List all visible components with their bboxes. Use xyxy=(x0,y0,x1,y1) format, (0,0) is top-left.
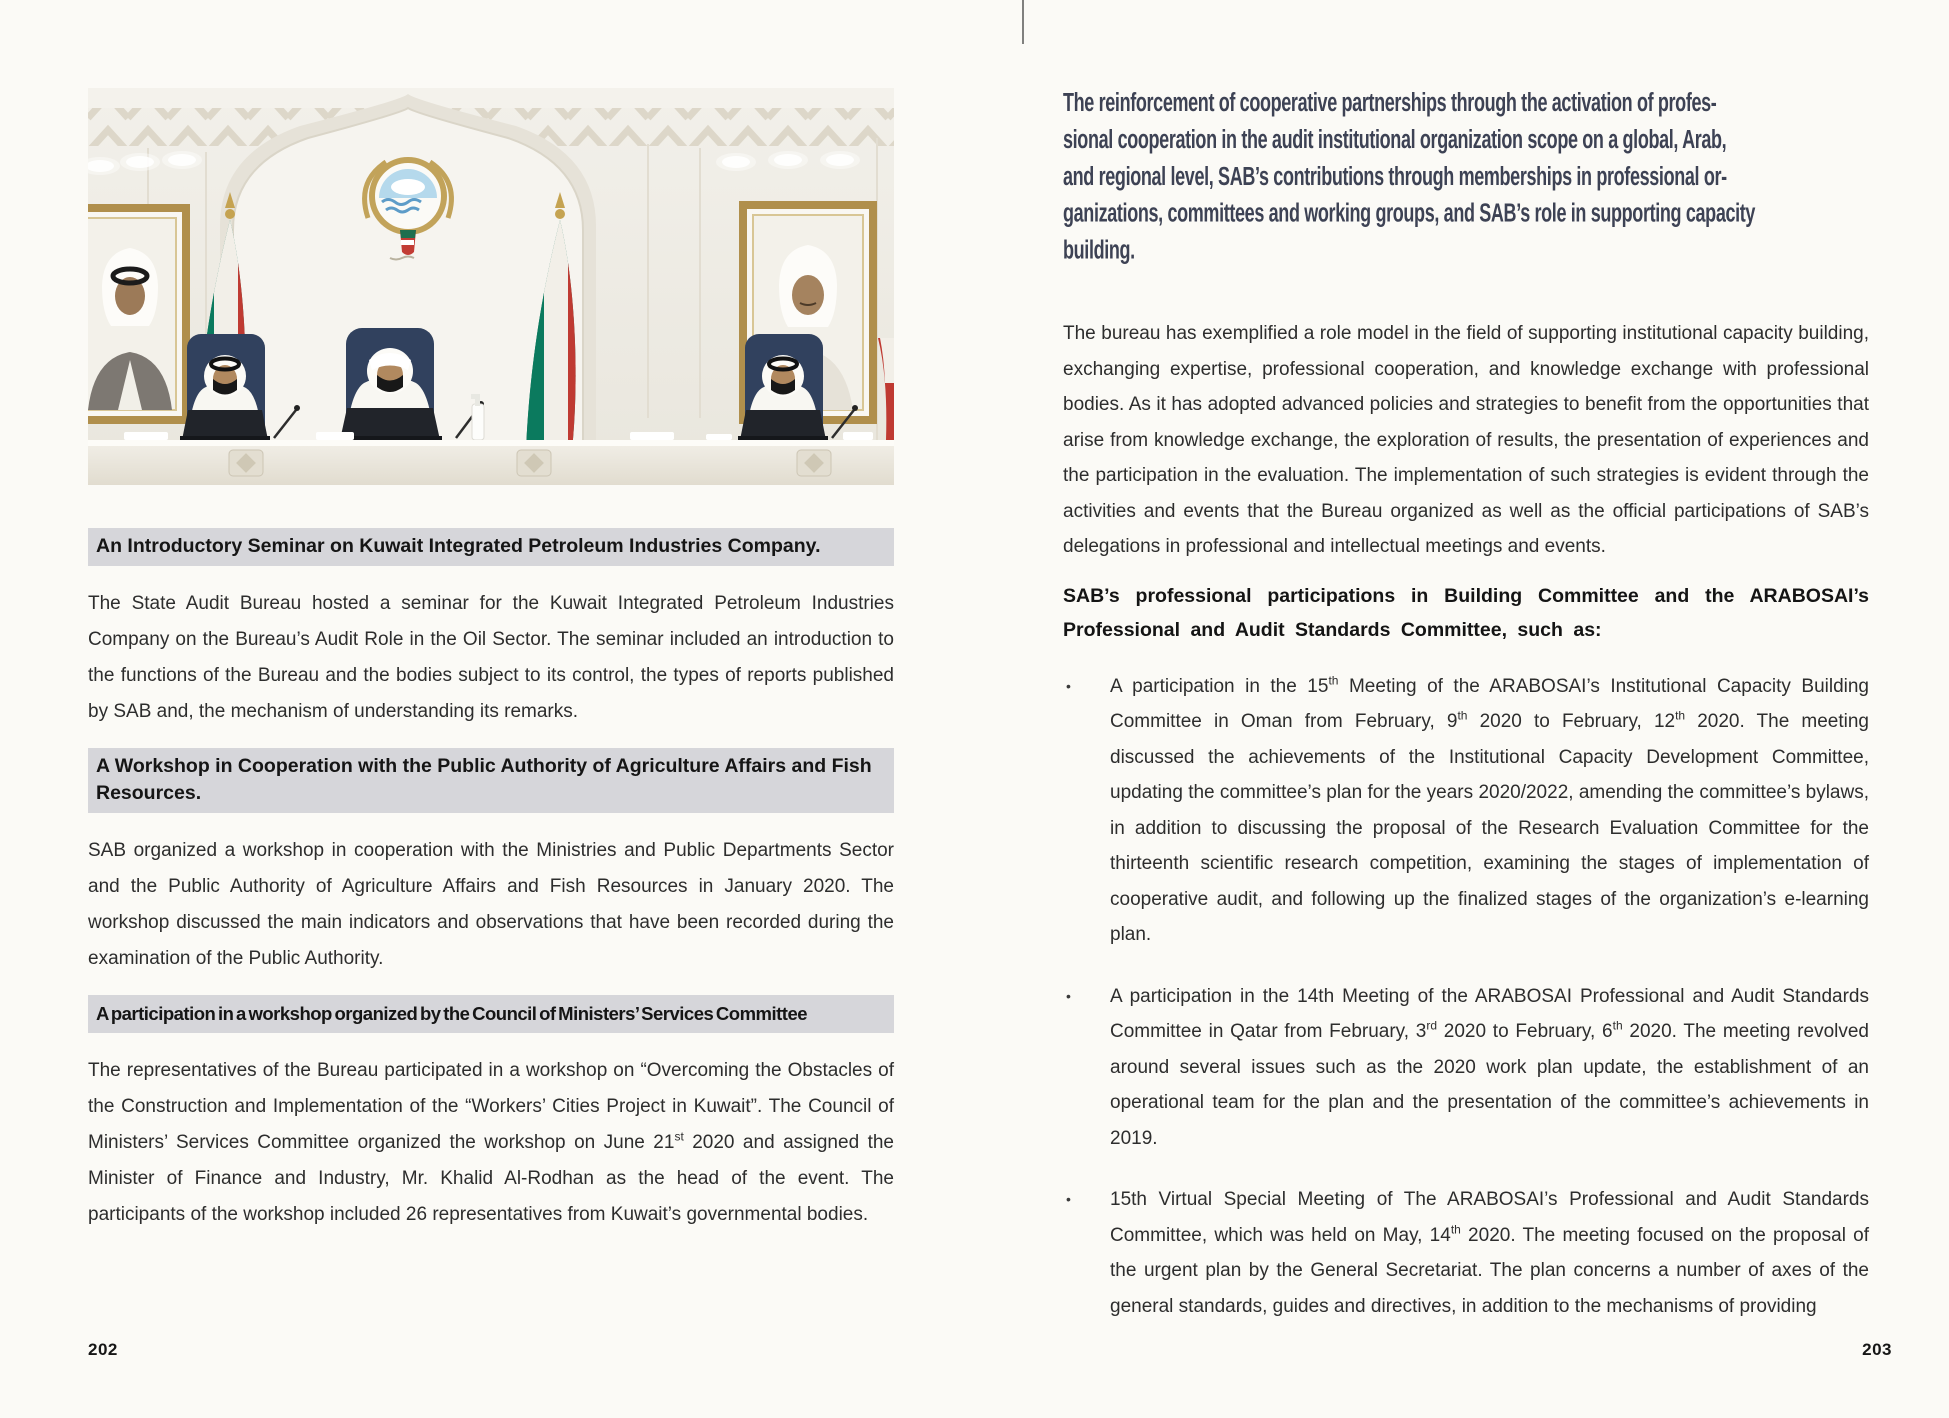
chapter-title xyxy=(1063,84,1869,272)
chapter-title-line: ganizations, committees and working groups, and SAB’s role in supporting capacity xyxy=(1063,199,1756,228)
left-page xyxy=(88,88,894,1233)
intro-paragraph: The bureau has exemplified a role model in the field of supporting institutional capacity building, exchanging expertise, professional cooperation, and knowledge exchange with professional bodies. As it has adopted advanced policies and strategies to benefit from the opportunities that arise from knowledge exchange, the exploration of results, the presentation of experiences and the participation in the evaluation. The implementation of such strategies is evident through the activities and events that the Bureau organized as well as the official participations of SAB’s delegations in professional and intellectual meetings and events. xyxy=(1063,323,1869,557)
chapter-title-line: The reinforcement of cooperative partnerships through the activation of profes- xyxy=(1063,88,1717,117)
section-body-introductory-seminar: The State Audit Bureau hosted a seminar for the Kuwait Integrated Petroleum Industries Company on the Bureau’s Audit Role in the Oil Sector. The seminar included an introduction to the functions of the Bureau and the bodies subject to its control, the types of reports published by SAB and, the mechanism of understanding its remarks. xyxy=(88,593,894,722)
right-page xyxy=(1063,84,1869,1350)
portrait-left xyxy=(88,208,186,420)
meeting-photo xyxy=(88,88,894,485)
section-heading-council-workshop: A participation in a workshop organized by the Council of Ministers’ Services Committee xyxy=(88,995,894,1033)
section-heading-agriculture-workshop: A Workshop in Cooperation with the Public Authority of Agriculture Affairs and Fish Resources. xyxy=(88,748,894,813)
list-item xyxy=(1063,1182,1869,1324)
section-body-agriculture-workshop: SAB organized a workshop in cooperation with the Ministries and Public Departments Sector and the Public Authority of Agriculture Affairs and Fish Resources in January 2020. The workshop discussed the main indicators and observations that have been recorded during the examination of the Public Authority. xyxy=(88,840,894,969)
list-item xyxy=(1063,669,1869,953)
page-number-right: 203 xyxy=(1862,1340,1892,1359)
subheading-participations: SAB’s professional participations in Building Committee and the ARABOSAI’s Professional and Audit Standards Committee, such as: xyxy=(1063,584,1869,641)
page-binding-mark xyxy=(1022,0,1024,44)
list-item xyxy=(1063,979,1869,1157)
participation-list xyxy=(1063,669,1869,1325)
section-heading-introductory-seminar: An Introductory Seminar on Kuwait Integrated Petroleum Industries Company. xyxy=(88,528,894,566)
marble-desk xyxy=(88,440,894,485)
chapter-title-line: building. xyxy=(1063,235,1135,265)
bullet-text-virtual-special-meeting: 15th Virtual Special Meeting of The ARABOSAI’s Professional and Audit Standards Committee, which was held on May, 14th 2020. The meeting focused on the proposal of the urgent plan by the General Secretariat. The plan concerns a number of axes of the general standards, guides and directives, in addition to the mechanisms of providing xyxy=(1110,1189,1869,1317)
bullet-marker: • xyxy=(1066,1191,1071,1207)
section-body-council-workshop: The representatives of the Bureau participated in a workshop on “Overcoming the Obstacles of the Construction and Implementation of the “Workers’ Cities Project in Kuwait”. The Council of Ministers’ Services Committee organized the workshop on June 21st 2020 and assigned the Minister of Finance and Industry, Mr. Khalid Al-Rodhan as the head of the event. The participants of the workshop included 26 representatives from Kuwait’s governmental bodies. xyxy=(88,1060,894,1225)
bullet-marker: • xyxy=(1066,987,1071,1004)
bullet-text-audit-standards-meeting: A participation in the 14th Meeting of the ARABOSAI Professional and Audit Standards Committee in Qatar from February, 3rd 2020 to February, 6th 2020. The meeting revolved around several issues such as the 2020 work plan update, the establishment of an operational team for the plan and the presentation of the committee’s achievements in 2019. xyxy=(1110,985,1869,1149)
bullet-text-capacity-building-meeting: A participation in the 15th Meeting of the ARABOSAI’s Institutional Capacity Building Committee in Oman from February, 9th 2020 to February, 12th 2020. The meeting discussed the achievements of the Institutional Capacity Development Committee, updating the committee’s plan for the years 2020/2022, amending the committee’s bylaws, in addition to discussing the proposal of the Research Evaluation Committee for the thirteenth scientific research competition, examining the stages of implementation of cooperative audit, and following up the finalized stages of the organization’s e-learning plan. xyxy=(1110,673,1870,945)
page-number-left: 202 xyxy=(88,1340,118,1359)
bullet-marker: • xyxy=(1066,677,1071,694)
chapter-title-line: sional cooperation in the audit institutional organization scope on a global, Arab, xyxy=(1063,125,1727,154)
chapter-title-line: and regional level, SAB’s contributions through memberships in professional or- xyxy=(1063,162,1727,191)
